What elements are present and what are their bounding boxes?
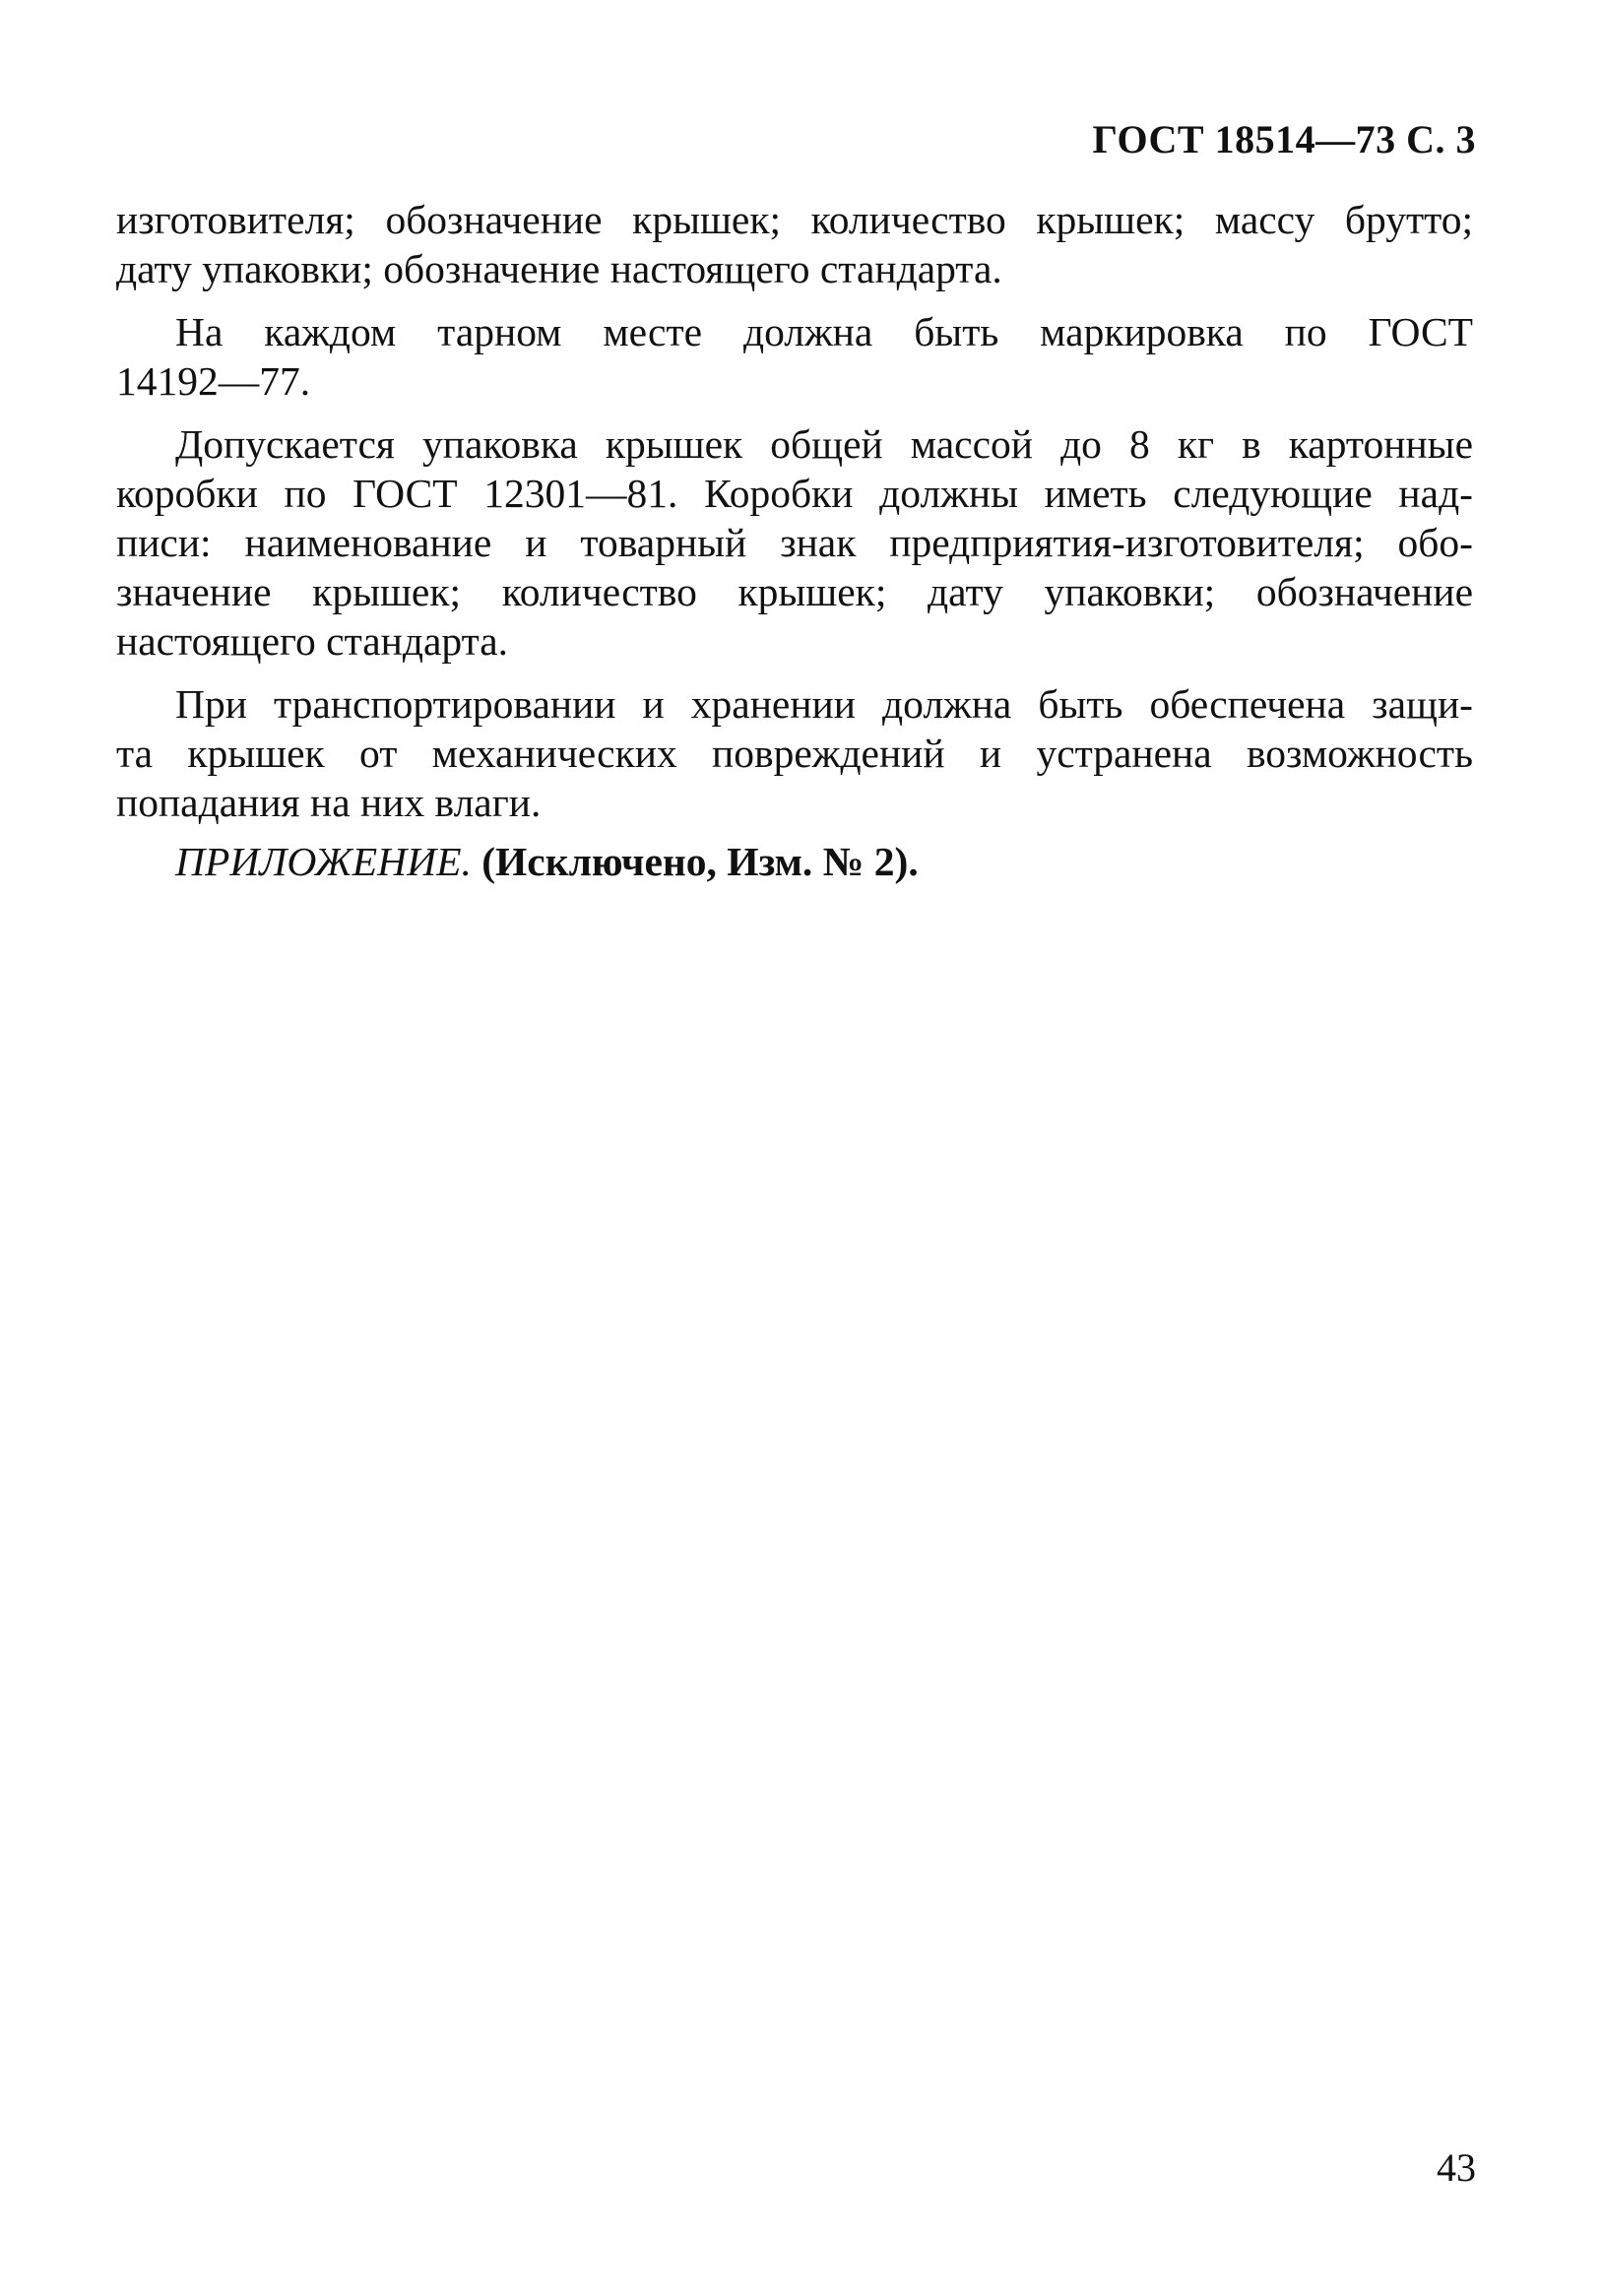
paragraph-marking xyxy=(116,307,1473,406)
text-line: Допускается упаковка крышек общей массой до 8 кг в картонные xyxy=(175,421,1473,467)
text-line: изготовителя; обозначение крышек; количество крышек; массу брутто; xyxy=(116,197,1473,242)
text-line: На каждом тарном месте должна быть маркировка по ГОСТ xyxy=(175,309,1473,354)
paragraph-continuation xyxy=(116,195,1473,293)
page-number: 43 xyxy=(1437,2145,1476,2190)
text-line: 14192—77. xyxy=(116,358,311,404)
text-line: настоящего стандарта. xyxy=(116,618,509,664)
text-line: писи: наименование и товарный знак предприятия-изготовителя; обо- xyxy=(116,520,1473,565)
paragraph-transport xyxy=(116,679,1473,827)
appendix-note: (Исключено, Изм. № 2). xyxy=(481,839,919,884)
document-body xyxy=(116,195,1473,886)
text-line: коробки по ГОСТ 12301—81. Коробки должны иметь следующие над- xyxy=(116,471,1473,516)
text-line: значение крышек; количество крышек; дату упаковки; обозначение xyxy=(116,569,1473,614)
text-line: та крышек от механических повреждений и устранена возможность xyxy=(116,731,1473,776)
page-header: ГОСТ 18514—73 С. 3 xyxy=(1092,117,1476,161)
text-line: попадания на них влаги. xyxy=(116,780,542,825)
text-line: При транспортировании и хранении должна быть обеспечена защи- xyxy=(175,681,1473,727)
text-line: дату упаковки; обозначение настоящего стандарта. xyxy=(116,246,1002,291)
paragraph-packaging xyxy=(116,419,1473,666)
appendix-line xyxy=(116,837,1473,886)
appendix-label: ПРИЛОЖЕНИЕ. xyxy=(175,839,472,884)
